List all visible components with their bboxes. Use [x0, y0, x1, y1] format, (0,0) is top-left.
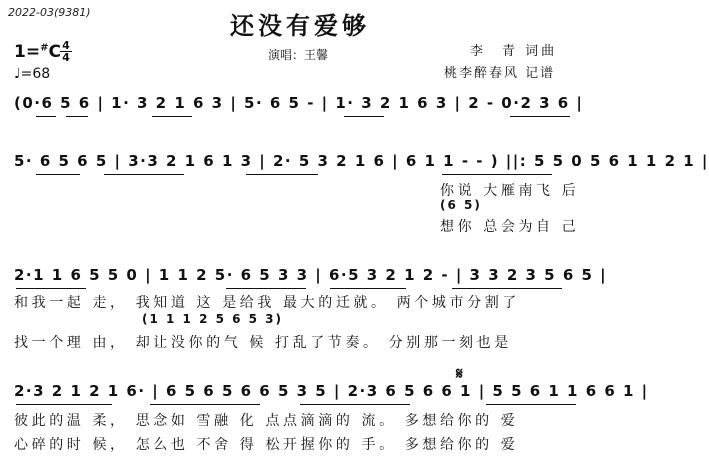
lyric-row-4-line-1: 彼此的温 柔， 思念如 雪融 化 点点滴滴的 流。 多想给你的 爱 [14, 413, 519, 429]
lyric-row-3-line-1: 和我一起 走， 我知道 这 是给我 最大的迁就。 两个城市分割了 [14, 295, 520, 311]
verse-intro-line-2: 想你 总会为自 己 [440, 219, 580, 235]
song-code: 2022-03(9381) [8, 6, 91, 19]
beam [66, 116, 88, 117]
lyric-row-3-line-2: 找一个理 由， 却让没你的气 候 打乱了节奏。 分别那一刻也是 [14, 335, 512, 351]
beam [16, 288, 86, 289]
alt-notes-intro: (6 5) [440, 198, 482, 212]
lyric-row-4-line-2: 心碎的时 候， 怎么也 不舍 得 松开握你的 手。 多想给你的 爱 [14, 437, 519, 453]
beam [36, 116, 56, 117]
notation-row-2: 5· 6 5 6 5 | 3·3 2 1 6 1 3 | 2· 5 3 2 1 6 | 6 1 1 - - ) ||: 5 5 0 5 6 1 1 2 1 | [14, 152, 709, 170]
time-top: 4 [62, 39, 70, 52]
beam [300, 404, 410, 405]
beam [510, 116, 570, 117]
notation-row-3: 2·1 1 6 5 5 0 | 1 1 2 5· 6 5 3 3 | 6·5 3 2 1 2 - | 3 3 2 3 5 6 5 | [14, 266, 608, 284]
tempo-marking [14, 66, 50, 82]
key-label: 1= [14, 42, 41, 62]
arranger-credit: 桃李醉春风 记谱 [444, 66, 556, 81]
time-signature [60, 40, 72, 63]
time-bottom: 4 [60, 51, 72, 63]
alt-notes-row-3: (1 1 1 2 5 6 5 3) [142, 312, 284, 326]
beam [36, 174, 80, 175]
beam [104, 174, 184, 175]
quarter-note-icon: ♩ [14, 66, 21, 82]
beam [152, 116, 192, 117]
singer-credit: 演唱：王馨 [268, 48, 329, 62]
beam [344, 116, 384, 117]
song-title: 还没有爱够 [230, 11, 370, 40]
beam [226, 288, 306, 289]
key-signature [14, 42, 61, 62]
lyricist-credit: 李 青 词曲 [470, 44, 558, 59]
beam [16, 404, 112, 405]
beam [452, 288, 562, 289]
beam [486, 404, 576, 405]
tempo-value: =68 [20, 66, 51, 82]
beam [150, 404, 260, 405]
beam [330, 288, 406, 289]
sharp-icon: # [40, 42, 49, 54]
notation-row-4: 2·3 2 1 2 1 6· | 6 5 6 5 6 6 5 3 5 | 2·3 6 5 6 6 1 | 5 5 6 1 1 6 6 1 | [14, 382, 649, 400]
verse-intro-line-1: 你说 大雁南飞 后 [440, 183, 580, 199]
beam [442, 174, 552, 175]
beam [246, 174, 318, 175]
key-note: C [48, 42, 61, 62]
notation-row-1: (0·6 5 6 | 1· 3 2 1 6 3 | 5· 6 5 - | 1· 3 2 1 6 3 | 2 - 0·2 3 6 | [14, 94, 584, 112]
segno-icon: 𝄋 [456, 364, 463, 383]
